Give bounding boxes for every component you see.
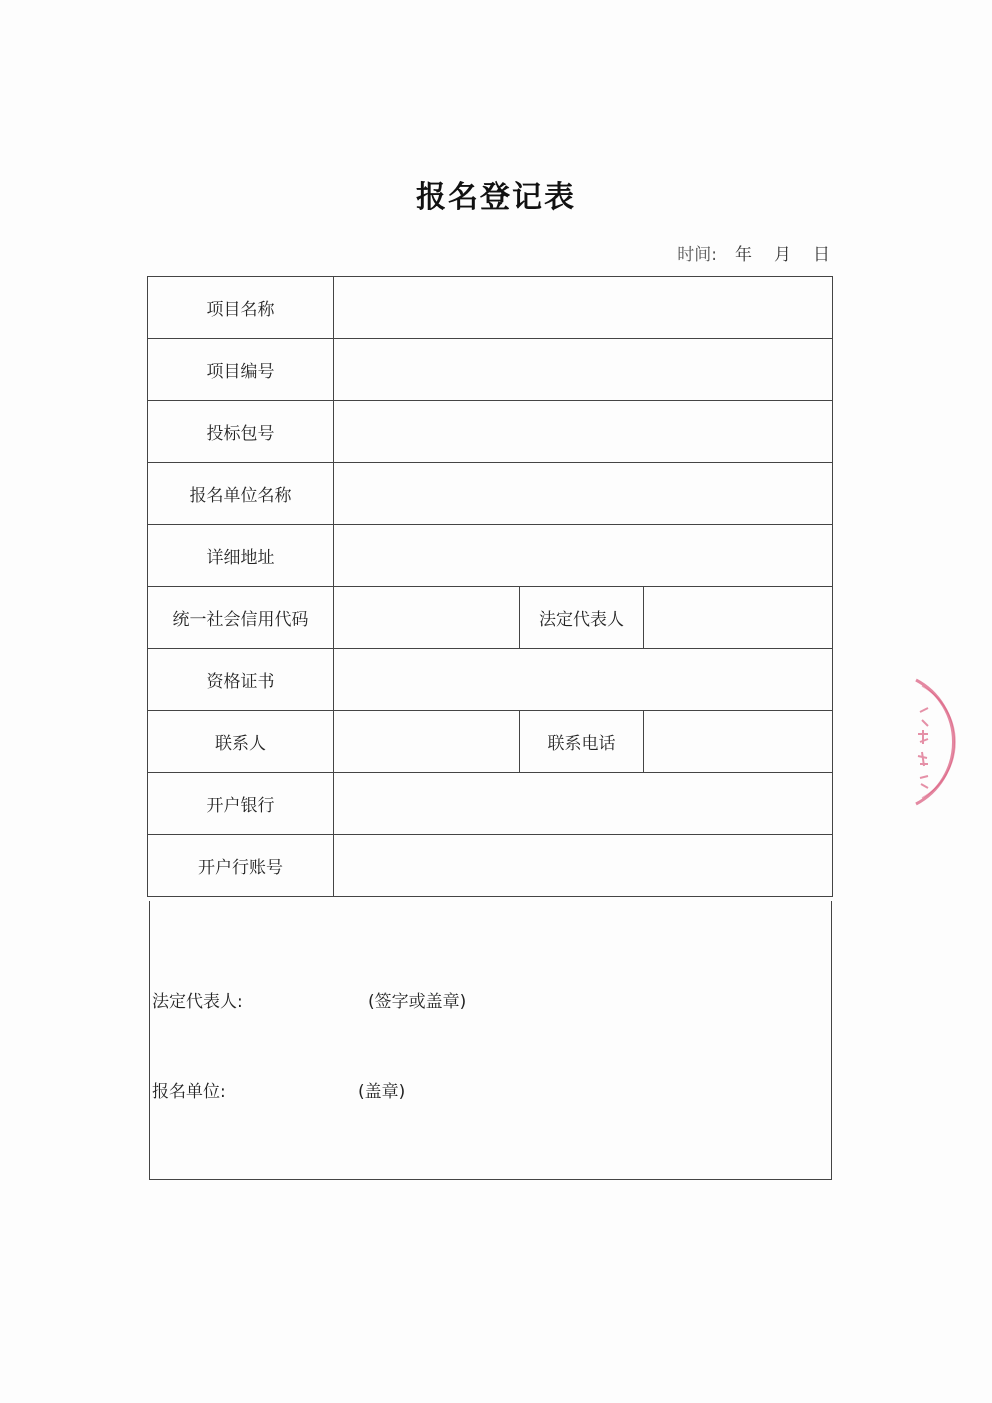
signature-legal-rep [152, 987, 467, 1012]
row-bid-package [148, 401, 833, 463]
row-credit-code [148, 587, 833, 649]
row-project-number [148, 339, 833, 401]
field-credit-code[interactable] [334, 587, 520, 649]
date-day: 日 [813, 245, 830, 265]
signature-unit [152, 1077, 406, 1102]
seal-stamp-icon [906, 672, 976, 812]
row-qualification [148, 649, 833, 711]
row-unit-name [148, 463, 833, 525]
field-contact[interactable] [334, 711, 520, 773]
row-address [148, 525, 833, 587]
label-unit-name: 报名单位名称 [148, 463, 334, 525]
label-bid-package: 投标包号 [148, 401, 334, 463]
date-label: 时间: [677, 245, 717, 265]
label-address: 详细地址 [148, 525, 334, 587]
field-project-number[interactable] [334, 339, 833, 401]
label-account: 开户行账号 [148, 835, 334, 897]
field-phone[interactable] [644, 711, 833, 773]
label-contact: 联系人 [148, 711, 334, 773]
field-legal-representative[interactable] [644, 587, 833, 649]
legal-rep-note: (签字或盖章) [368, 992, 467, 1012]
row-project-name [148, 277, 833, 339]
field-address[interactable] [334, 525, 833, 587]
page-title: 报名登记表 [416, 180, 576, 215]
legal-rep-label: 法定代表人: [152, 992, 243, 1012]
signature-area [149, 901, 832, 1180]
label-bank: 开户银行 [148, 773, 334, 835]
unit-note: (盖章) [358, 1082, 406, 1102]
label-project-number: 项目编号 [148, 339, 334, 401]
field-bank[interactable] [334, 773, 833, 835]
field-account[interactable] [334, 835, 833, 897]
registration-table [147, 276, 833, 897]
label-project-name: 项目名称 [148, 277, 334, 339]
date-year: 年 [735, 245, 752, 265]
field-project-name[interactable] [334, 277, 833, 339]
field-bid-package[interactable] [334, 401, 833, 463]
label-credit-code: 统一社会信用代码 [148, 587, 334, 649]
field-qualification[interactable] [334, 649, 833, 711]
date-month: 月 [774, 245, 791, 265]
label-qualification: 资格证书 [148, 649, 334, 711]
row-account [148, 835, 833, 897]
date-line [677, 240, 830, 265]
field-unit-name[interactable] [334, 463, 833, 525]
label-phone: 联系电话 [520, 711, 644, 773]
row-contact [148, 711, 833, 773]
label-legal-representative: 法定代表人 [520, 587, 644, 649]
unit-label: 报名单位: [152, 1082, 226, 1102]
row-bank [148, 773, 833, 835]
